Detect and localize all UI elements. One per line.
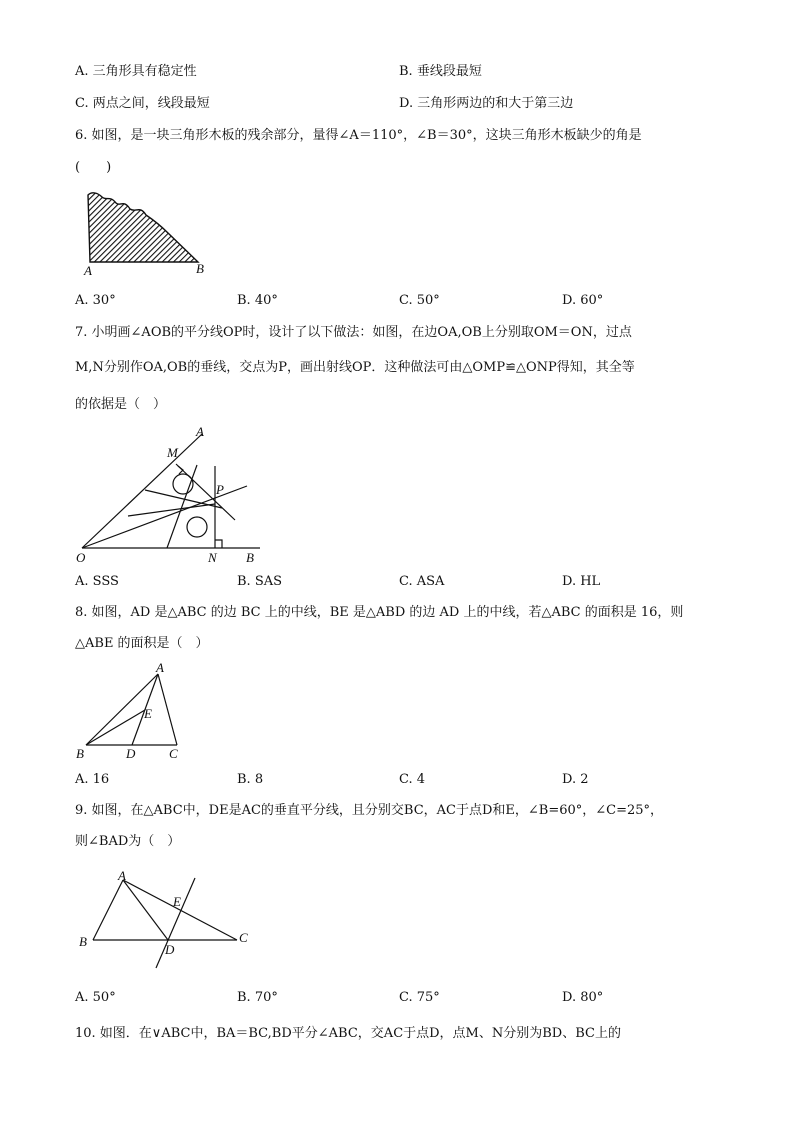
q5-option-c: C. 两点之间，线段最短 xyxy=(75,96,210,111)
q8-label-d: D xyxy=(126,746,136,761)
q7-option-a: A. SSS xyxy=(75,574,119,589)
q6-stem: 6. 如图，是一块三角形木板的残余部分，量得∠A＝110°，∠B＝30°，这块三角形木板缺少的角是 xyxy=(75,128,642,143)
q9-label-e: E xyxy=(173,894,181,909)
q5-option-d: D. 三角形两边的和大于第三边 xyxy=(399,96,574,111)
q8-stem-line1: 8. 如图，AD 是△ABC 的边 BC 上的中线，BE 是△ABD 的边 AD 上的中线，若△ABC 的面积是 16，则 xyxy=(75,605,684,620)
q6-stem-paren: ( ) xyxy=(75,160,112,175)
q5-option-b: B. 垂线段最短 xyxy=(399,64,482,79)
q9-label-a: A xyxy=(118,868,126,883)
q7-label-n: N xyxy=(208,550,217,565)
q7-label-o: O xyxy=(76,550,86,565)
q6-label-a: A xyxy=(84,263,92,278)
q7-stem-line3: 的依据是（ ） xyxy=(75,397,167,412)
q8-label-c: C xyxy=(169,746,178,761)
q8-option-b: B. 8 xyxy=(237,772,264,787)
q6-board-shape xyxy=(88,193,198,262)
q9-label-d: D xyxy=(165,942,175,957)
q6-label-b: B xyxy=(196,261,204,276)
q8-label-a: A xyxy=(156,660,164,675)
q9-option-a: A. 50° xyxy=(75,990,116,1005)
q8-option-a: A. 16 xyxy=(75,772,110,787)
q9-option-b: B. 70° xyxy=(237,990,278,1005)
q8-option-d: D. 2 xyxy=(562,772,589,787)
q9-label-c: C xyxy=(239,930,248,945)
q6-option-a: A. 30° xyxy=(75,293,116,308)
q7-stem-line1: 7. 小明画∠AOB的平分线OP时，设计了以下做法：如图，在边OA,OB上分别取OM＝ON，过点 xyxy=(75,325,632,340)
q9-option-c: C. 75° xyxy=(399,990,440,1005)
q6-option-d: D. 60° xyxy=(562,293,604,308)
q7-figure xyxy=(70,420,270,570)
q8-stem-line2: △ABE 的面积是（ ） xyxy=(75,636,209,651)
q7-label-p: P xyxy=(216,482,224,497)
q7-option-c: C. ASA xyxy=(399,574,445,589)
q5-option-a: A. 三角形具有稳定性 xyxy=(75,64,197,79)
q7-stem-line2: M,N分别作OA,OB的垂线，交点为P，画出射线OP．这种做法可由△OMP≌△ONP得知，其全等 xyxy=(75,360,635,375)
q10-stem-line1: 10. 如图．在∨ABC中，BA＝BC,BD平分∠ABC，交AC于点D，点M、N分别为BD、BC上的 xyxy=(75,1026,621,1041)
q7-label-a: A xyxy=(196,424,204,439)
q6-option-b: B. 40° xyxy=(237,293,278,308)
q7-label-m: M xyxy=(167,445,178,460)
q9-figure xyxy=(75,868,260,978)
q9-stem-line1: 9. 如图，在△ABC中，DE是AC的垂直平分线，且分别交BC，AC于点D和E，∠B=60°，∠C=25°， xyxy=(75,803,664,818)
q7-label-b: B xyxy=(246,550,254,565)
q6-figure xyxy=(80,185,210,280)
q6-option-c: C. 50° xyxy=(399,293,440,308)
q8-label-b: B xyxy=(76,746,84,761)
q9-label-b: B xyxy=(79,934,87,949)
q7-option-b: B. SAS xyxy=(237,574,283,589)
q8-option-c: C. 4 xyxy=(399,772,426,787)
q7-option-d: D. HL xyxy=(562,574,601,589)
q9-option-d: D. 80° xyxy=(562,990,604,1005)
q8-label-e: E xyxy=(144,706,152,721)
q9-stem-line2: 则∠BAD为（ ） xyxy=(75,834,181,849)
q8-figure xyxy=(72,660,192,765)
